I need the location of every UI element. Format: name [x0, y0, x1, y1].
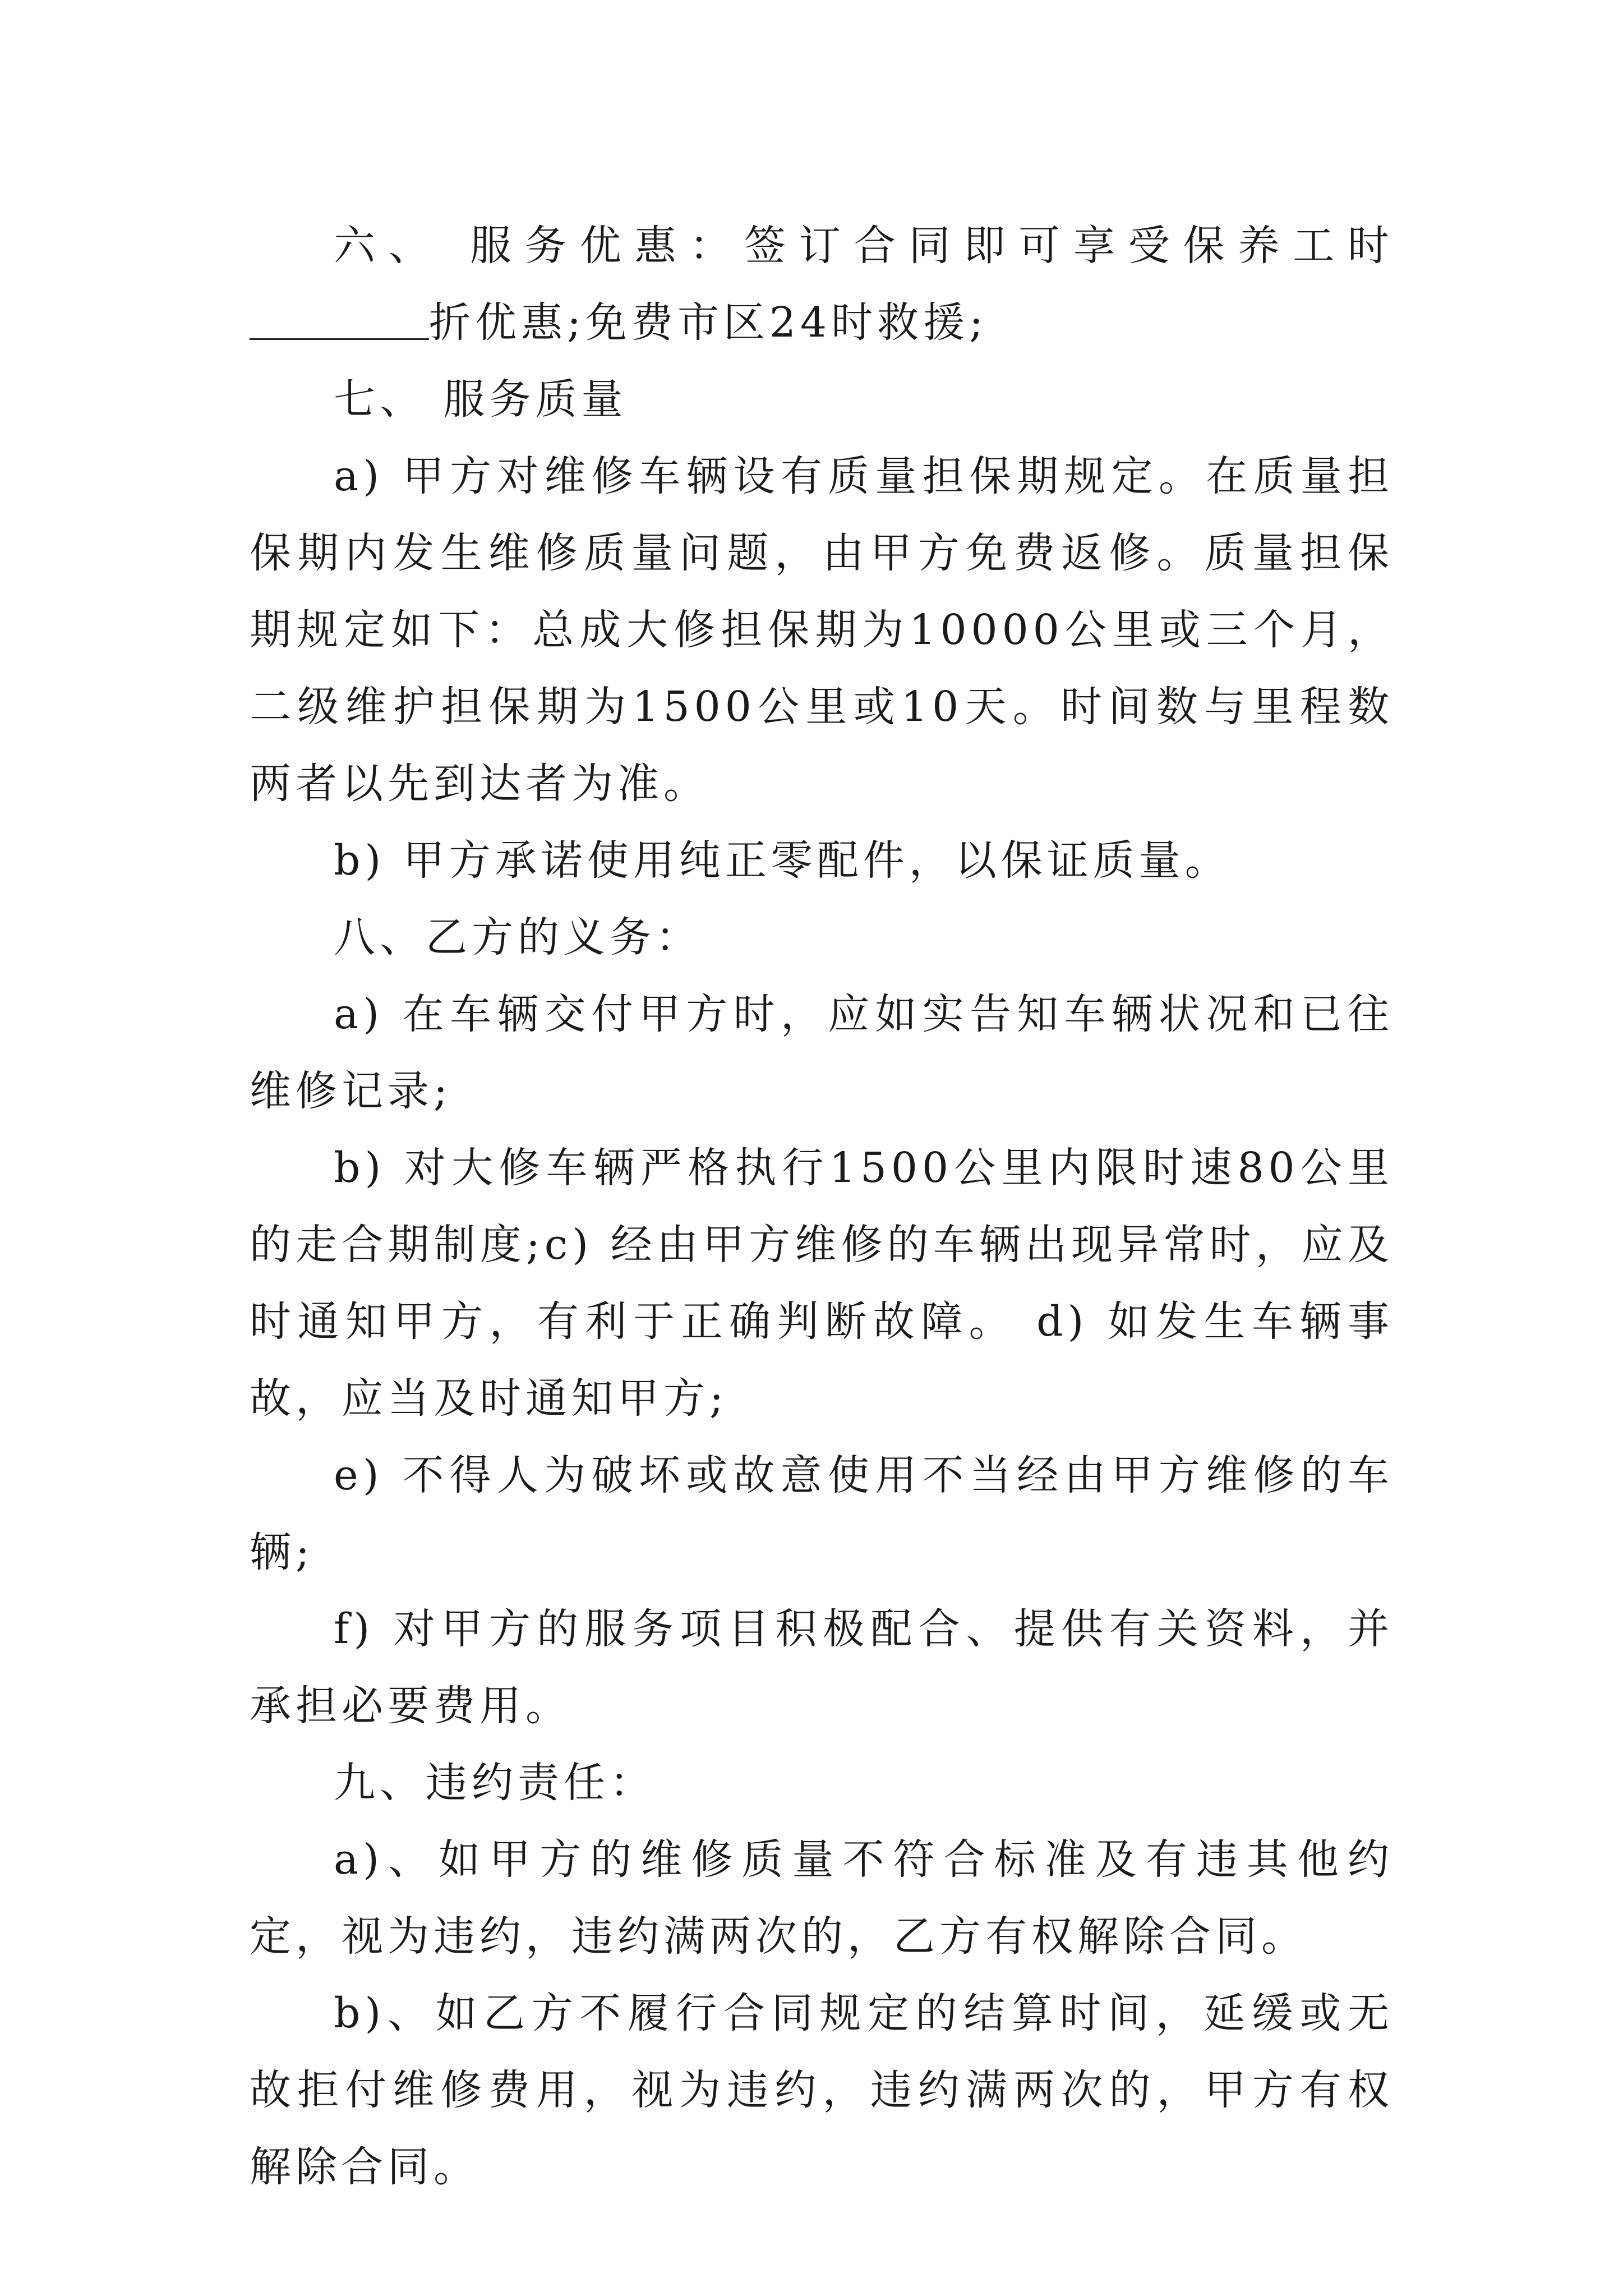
- clause-text: 六、 服务优惠：签订合同即可享受保养工时: [334, 222, 1394, 270]
- section-heading-party-b-obligations: 八、乙方的义务：: [334, 913, 702, 961]
- clause-break-in-period: b) 对大修车辆严格执行1500公里内限时速80公里的走合期制度;c) 经由甲方维修的车辆出现异常时，应及时通知甲方，有利于正确判断故障。 d) 如发生车辆事故，应当及时通知甲方;: [250, 1144, 1394, 1423]
- clause-service-discount: [250, 208, 1394, 361]
- clause-vehicle-condition: a) 在车辆交付甲方时，应如实告知车辆状况和已往维修记录;: [250, 990, 1394, 1115]
- clause-no-damage: e) 不得人为破坏或故意使用不当经由甲方维修的车辆;: [250, 1451, 1394, 1576]
- clause-party-a-breach: a)、如甲方的维修质量不符合标准及有违其他约定，视为违约，违约满两次的，乙方有权解除合同。: [250, 1835, 1394, 1961]
- clause-party-b-breach: b)、如乙方不履行合同规定的结算时间，延缓或无故拒付维修费用，视为违约，违约满两次的，甲方有权解除合同。: [250, 1989, 1394, 2191]
- clause-text: 折优惠;免费市区24时救援;: [429, 298, 988, 347]
- section-heading-liability: 九、违约责任：: [334, 1759, 656, 1807]
- section-heading-service-quality: 七、 服务质量: [334, 375, 628, 424]
- clause-genuine-parts: b) 甲方承诺使用纯正零配件，以保证质量。: [334, 836, 1231, 885]
- clause-quality-warranty: a) 甲方对维修车辆设有质量担保期规定。在质量担保期内发生维修质量问题，由甲方免费返修。质量担保期规定如下：总成大修担保期为10000公里或三个月，二级维护担保期为1500公里或10天。时间数与里程数两者以先到达者为准。: [250, 452, 1394, 808]
- fill-in-blank: [250, 297, 429, 340]
- document-body: [250, 208, 1394, 2206]
- clause-cooperation: f) 对甲方的服务项目积极配合、提供有关资料，并承担必要费用。: [250, 1605, 1394, 1730]
